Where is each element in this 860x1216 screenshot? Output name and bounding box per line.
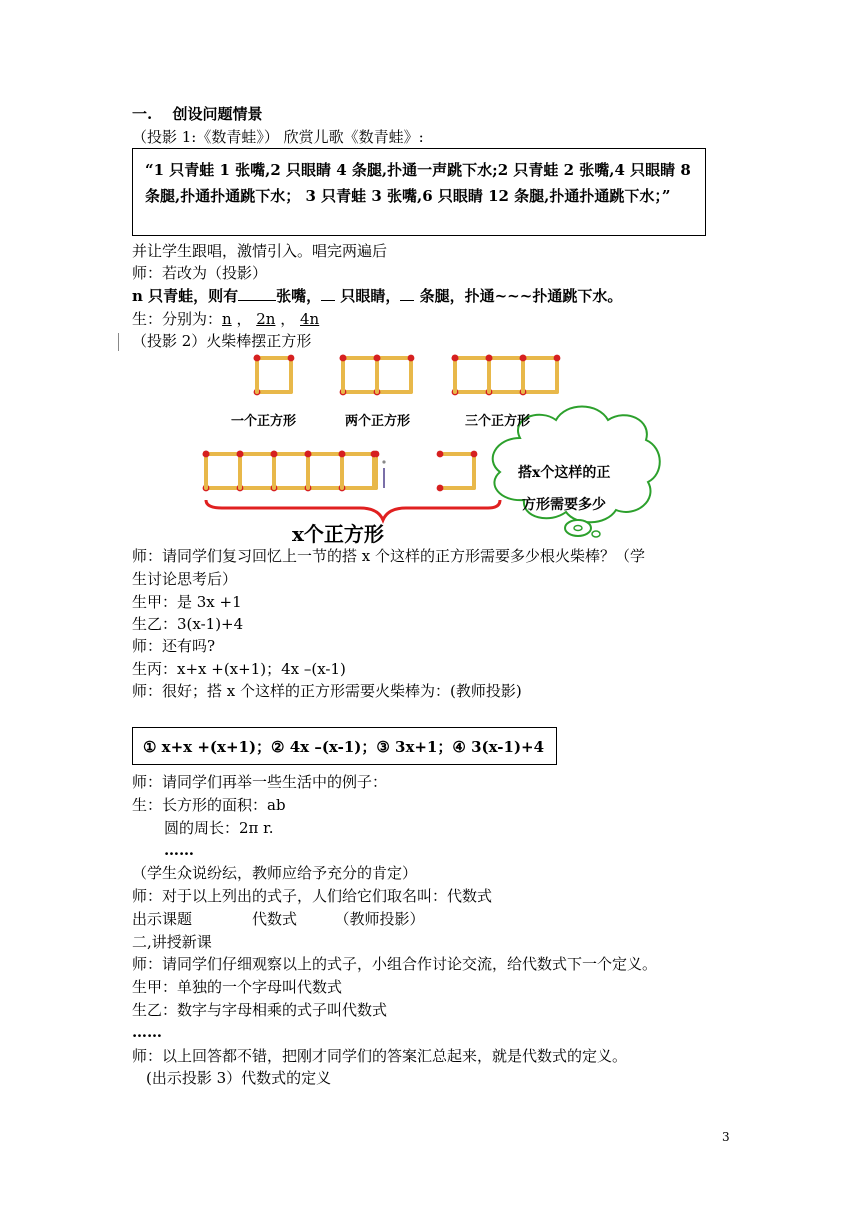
section-heading-1: 一. 创设问题情景 xyxy=(132,105,263,123)
matchstick-head xyxy=(408,355,415,362)
teacher-name-line: 师：对于以上列出的式子，人们给它们取名叫：代数式 xyxy=(132,887,493,905)
matchstick-head xyxy=(437,485,444,492)
matchstick-head xyxy=(452,355,459,362)
answer-4n: 4n xyxy=(300,310,320,328)
matchstick-head xyxy=(554,355,561,362)
cloud-text-2: 方形需要多少 xyxy=(522,497,606,513)
frog-n-part2: 张嘴， xyxy=(276,287,322,305)
matchstick-head xyxy=(340,355,347,362)
projection-1-line: （投影 1:《数青蛙》） 欣赏儿歌《数青蛙》: xyxy=(132,128,424,146)
answer-n: n xyxy=(222,310,232,328)
topic-line: 出示课题 代数式 （教师投影） xyxy=(132,910,425,928)
circle-perimeter: 圆的周长：2π r. xyxy=(164,819,274,837)
note-line: （学生众说纷纭，教师应给予充分的肯定） xyxy=(132,864,418,882)
section-heading-2: 二,讲授新课 xyxy=(132,933,212,951)
teacher-examples: 师：请同学们再举一些生活中的例子： xyxy=(132,773,388,791)
ellipsis-2: …… xyxy=(132,1023,162,1041)
student-c-answer: 生丙：x+x +(x+1)；4x –(x-1) xyxy=(132,660,346,678)
label-three-squares: 三个正方形 xyxy=(465,414,531,429)
formula-box xyxy=(132,727,557,765)
matchstick-head xyxy=(339,451,346,458)
page-number: 3 xyxy=(722,1130,730,1144)
teacher-question-1b: 生讨论思考后） xyxy=(132,570,238,588)
matchstick-head xyxy=(520,355,527,362)
answer-2n: 2n xyxy=(256,310,276,328)
matchstick-head xyxy=(486,355,493,362)
student-rect-area: 生：长方形的面积：ab xyxy=(132,796,286,814)
teacher-change-line: 师：若改为（投影） xyxy=(132,264,268,282)
dotted-ellipsis xyxy=(382,460,385,488)
matchstick-head xyxy=(305,451,312,458)
ellipsis-1: …… xyxy=(164,841,194,859)
red-brace xyxy=(206,500,500,520)
student-b-answer: 生乙：3(x-1)+4 xyxy=(132,615,244,633)
matchstick-head xyxy=(374,355,381,362)
matchstick-head xyxy=(288,355,295,362)
teacher-more: 师：还有吗? xyxy=(132,637,216,655)
sing-line: 并让学生跟唱，激情引入。唱完两遍后 xyxy=(132,242,388,260)
poem-text: “1 只青蛙 1 张嘴,2 只眼睛 4 条腿,扑通一声跳下水;2 只青蛙 2 张嘴,4 只眼睛 8 条腿,扑通扑通跳下水； 3 只青蛙 3 张嘴,6 只眼睛 12 条腿,扑通扑通跳下水；” xyxy=(145,161,691,205)
label-two-squares: 两个正方形 xyxy=(345,414,411,429)
matchstick-head xyxy=(471,451,478,458)
teacher-define: 师：请同学们仔细观察以上的式子，小组合作讨论交流，给代数式下一个定义。 xyxy=(132,955,658,973)
matchstick-head xyxy=(254,355,261,362)
matchstick-figure xyxy=(0,0,860,560)
projection-2-line: （投影 2）火柴棒摆正方形 xyxy=(132,332,312,350)
matchstick-head xyxy=(237,451,244,458)
student-b-define: 生乙：数字与字母相乘的式子叫代数式 xyxy=(132,1001,388,1019)
student-a-define: 生甲：单独的一个字母叫代数式 xyxy=(132,978,343,996)
matchstick-head xyxy=(203,451,210,458)
teacher-question-1a: 师：请同学们复习回忆上一节的搭 x 个这样的正方形需要多少根火柴棒？（学 xyxy=(132,547,645,565)
formula-text: ① x+x +(x+1)；② 4x –(x-1)；③ 3x+1；④ 3(x-1)+4 xyxy=(143,738,545,756)
student-answer-prefix: 生：分别为： xyxy=(132,310,223,328)
sep-1: ， xyxy=(231,310,257,328)
teacher-summary: 师：很好；搭 x 个这样的正方形需要火柴棒为：(教师投影) xyxy=(132,682,522,700)
frog-n-part4: 条腿，扑通~~~扑通跳下水。 xyxy=(414,287,623,305)
frog-n-part1: n 只青蛙，则有 xyxy=(132,287,239,305)
matchstick-head xyxy=(271,451,278,458)
matchstick-head xyxy=(437,451,444,458)
cloud-text-1: 搭x个这样的正 xyxy=(518,465,611,481)
matchstick-head xyxy=(371,451,378,458)
label-one-square: 一个正方形 xyxy=(231,414,297,429)
frog-n-part3: 只眼睛， xyxy=(335,287,401,305)
sep-2: ， xyxy=(275,310,300,328)
teacher-conclusion: 师：以上回答都不错，把刚才同学们的答案汇总起来，就是代数式的定义。 xyxy=(132,1047,628,1065)
projection-3-line: (出示投影 3）代数式的定义 xyxy=(146,1069,332,1087)
student-a-answer: 生甲：是 3x +1 xyxy=(132,593,242,611)
brace-label: x个正方形 xyxy=(292,522,384,546)
